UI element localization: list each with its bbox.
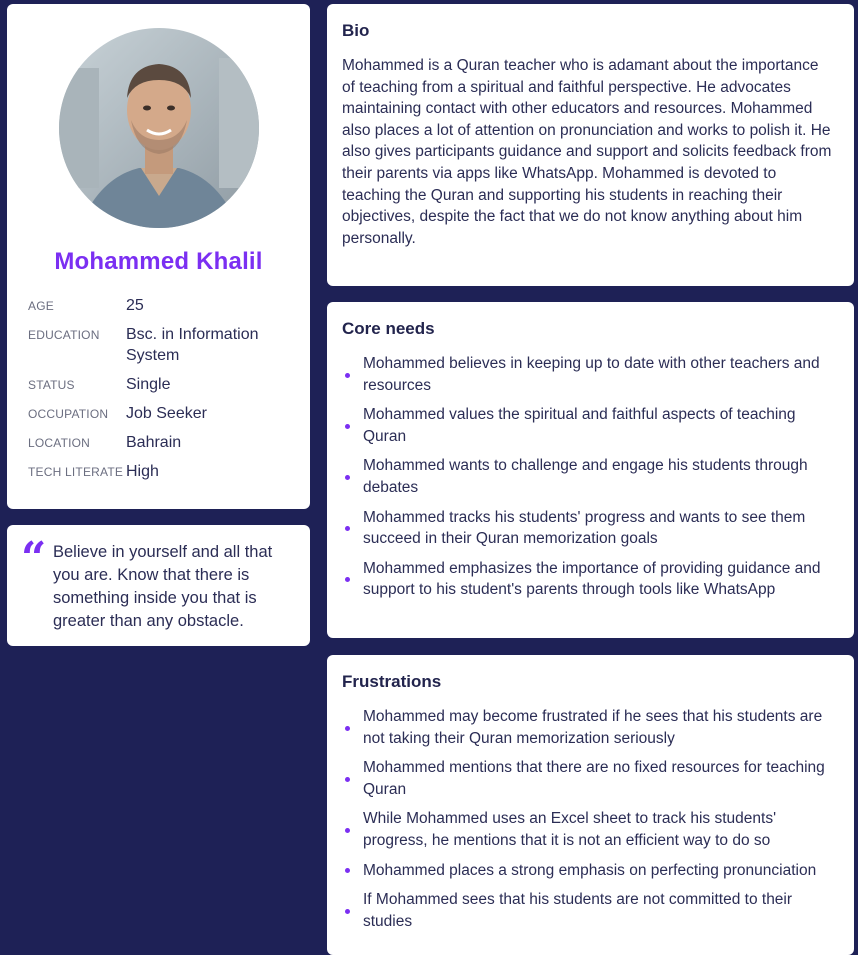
list-item-text: Mohammed may become frustrated if he sees that his students are not taking their Quran memorization seriously (363, 708, 823, 747)
attribute-row-age (28, 295, 298, 316)
attribute-key: STATUS (28, 378, 75, 392)
list-item-text: Mohammed tracks his students' progress and wants to see them succeed in their Quran memorization goals (363, 508, 806, 548)
list-item (342, 353, 842, 396)
persona-name: Mohammed Khalil (54, 248, 263, 275)
list-item (342, 808, 842, 851)
attribute-list (28, 295, 298, 490)
attribute-row-location (28, 432, 298, 453)
bullet-icon (345, 577, 350, 582)
core-needs-list (342, 353, 842, 609)
list-item (342, 757, 842, 800)
attribute-key: TECH LITERATE (28, 465, 124, 479)
bullet-icon (345, 475, 350, 480)
quote-text: Believe in yourself and all that you are. Know that there is something inside you that is greater than any obstacle. (53, 543, 273, 630)
list-item-text: Mohammed believes in keeping up to date with other teachers and resources (363, 355, 820, 394)
bullet-icon (345, 373, 350, 378)
attribute-row-occupation (28, 403, 298, 424)
attribute-value: Single (126, 376, 171, 393)
quote-card (7, 525, 310, 646)
list-item-text: Mohammed emphasizes the importance of providing guidance and support to his student's parents through tools like WhatsApp (363, 559, 821, 599)
attribute-row-education (28, 324, 298, 366)
bio-text: Mohammed is a Quran teacher who is adamant about the importance of teaching from a spiritual and faithful perspective. He advocates maintaining contact with other educators and resources. Mohammed also places a lot of attention on pronunciation and works to polish it. He also gives participants guidance and support and solicits feedback from their parents via apps like WhatsApp. Mohammed is devoted to teaching the Quran and supporting his students in reaching their objectives, despite the fact that we do not know anything about him personally. (342, 57, 832, 247)
attribute-value: High (126, 463, 159, 480)
list-item (342, 706, 842, 749)
frustrations-title: Frustrations (342, 672, 442, 691)
attribute-key: AGE (28, 299, 54, 313)
bullet-icon (345, 726, 350, 731)
bio-card (327, 4, 854, 286)
attribute-value: 25 (126, 297, 144, 314)
attribute-value: Bsc. in Information System (126, 326, 259, 364)
avatar-photo (59, 28, 259, 228)
quote-icon: “ (21, 533, 47, 584)
attribute-row-status (28, 374, 298, 395)
bullet-icon (345, 909, 350, 914)
bio-title: Bio (342, 21, 370, 40)
list-item-text: Mohammed places a strong emphasis on perfecting pronunciation (363, 861, 817, 879)
list-item-text: While Mohammed uses an Excel sheet to track his students' progress, he mentions that it is not an efficient way to do so (363, 810, 777, 849)
list-item (342, 507, 842, 550)
list-item-text: If Mohammed sees that his students are not committed to their studies (363, 891, 793, 930)
frustrations-card (327, 655, 854, 955)
attribute-key: OCCUPATION (28, 407, 109, 421)
list-item (342, 455, 842, 498)
list-item (342, 860, 842, 882)
bullet-icon (345, 526, 350, 531)
list-item-text: Mohammed mentions that there are no fixed resources for teaching Quran (363, 759, 825, 798)
bullet-icon (345, 868, 350, 873)
list-item-text: Mohammed values the spiritual and faithful aspects of teaching Quran (363, 406, 796, 445)
list-item (342, 558, 842, 601)
core-needs-card (327, 302, 854, 638)
avatar (59, 28, 259, 228)
bullet-icon (345, 424, 350, 429)
attribute-value: Bahrain (126, 434, 182, 451)
core-needs-title: Core needs (342, 319, 435, 338)
list-item (342, 404, 842, 447)
profile-card (7, 4, 310, 509)
attribute-value: Job Seeker (126, 405, 207, 422)
list-item (342, 889, 842, 932)
attribute-key: LOCATION (28, 436, 91, 450)
attribute-row-tech-literate (28, 461, 298, 482)
bullet-icon (345, 828, 350, 833)
frustrations-list (342, 706, 842, 940)
bullet-icon (345, 777, 350, 782)
list-item-text: Mohammed wants to challenge and engage his students through debates (363, 457, 808, 496)
attribute-key: EDUCATION (28, 328, 100, 342)
